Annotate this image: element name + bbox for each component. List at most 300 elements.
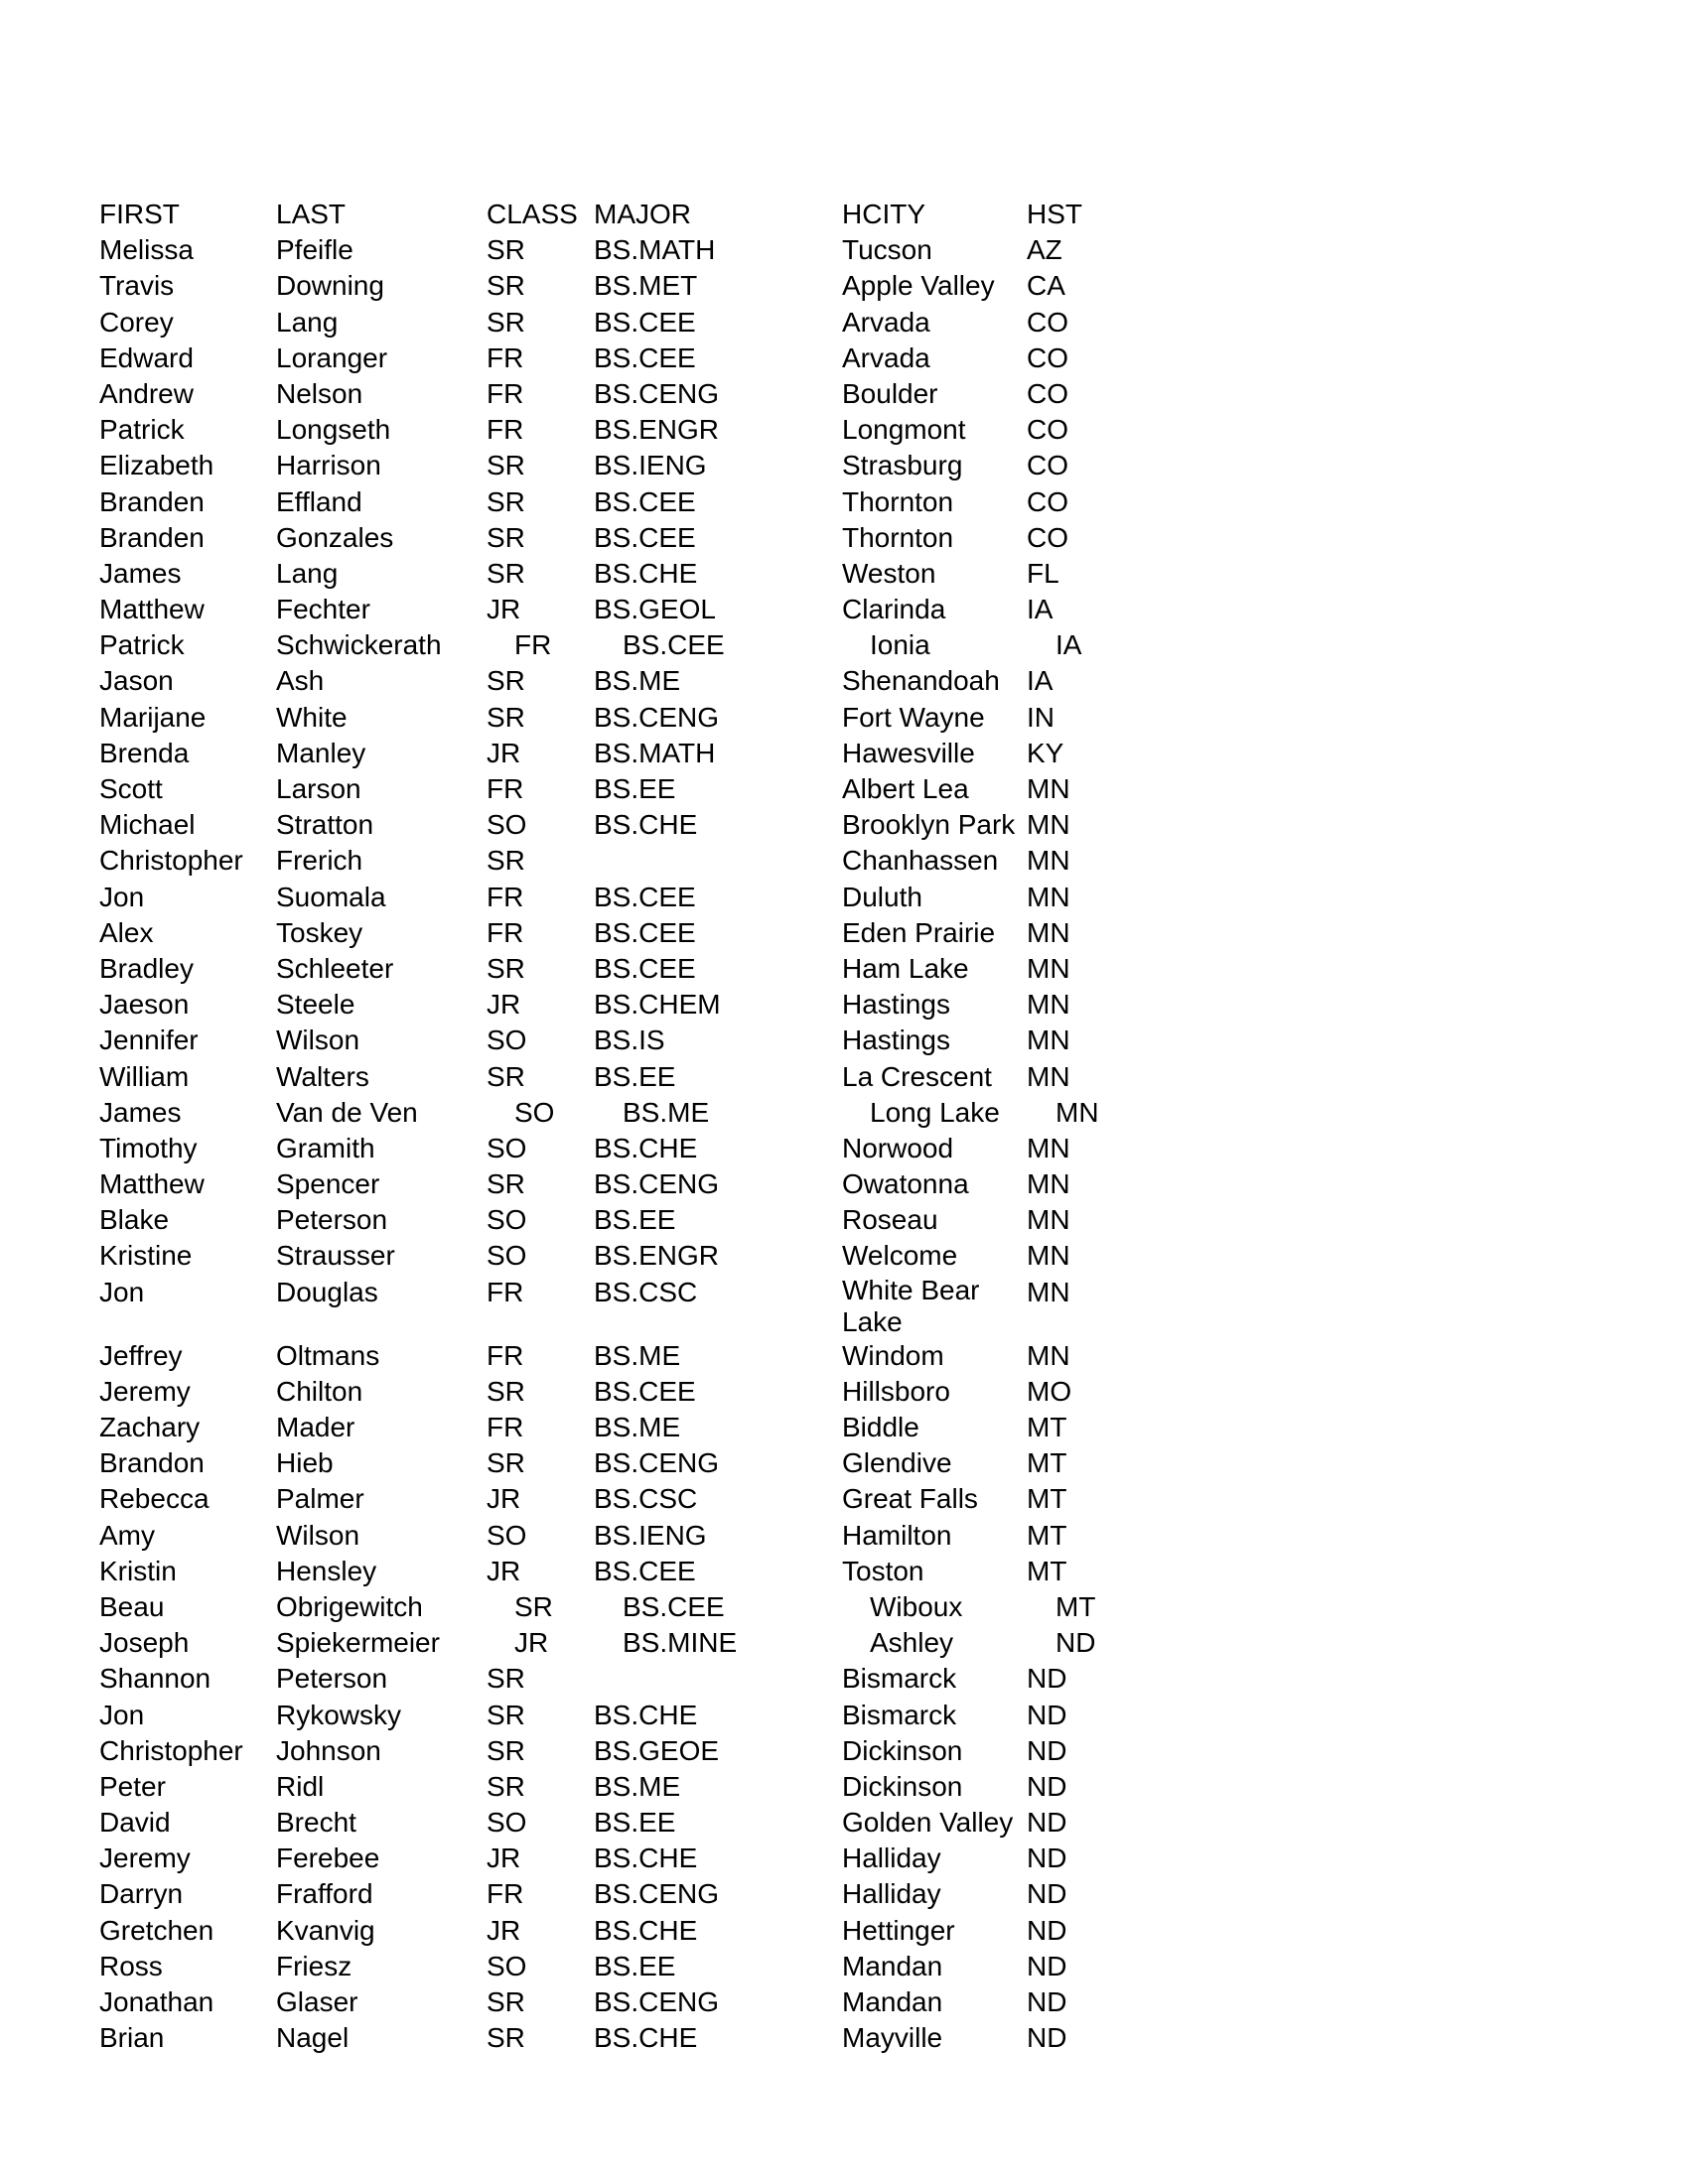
table-row [99,1876,1589,1912]
table-row [99,1166,1589,1202]
cell-last-name: Ridl [276,1770,325,1802]
table-row [99,268,1589,304]
table-row [99,1410,1589,1445]
table-row [99,807,1589,843]
cell-home-state: MN [1027,1204,1070,1236]
cell-first-name: Brandon [99,1447,205,1479]
cell-class: SR [487,270,525,302]
cell-major: BS.GEOL [594,594,716,625]
cell-class: JR [487,1483,521,1515]
cell-home-city: Dickinson [842,1734,963,1766]
table-row [99,1698,1589,1733]
cell-home-city: Wiboux [870,1590,963,1622]
cell-home-city: Hastings [842,1024,950,1056]
table-row [99,627,1589,663]
cell-first-name: Amy [99,1519,155,1551]
cell-major: BS.EE [594,1950,676,1981]
cell-class: SR [487,701,525,733]
cell-home-city: Norwood [842,1132,954,1163]
table-row [99,1841,1589,1876]
cell-last-name: Wilson [276,1024,360,1056]
cell-home-city: Arvada [842,306,930,338]
cell-last-name: Gramith [276,1132,375,1163]
table-row [99,771,1589,807]
cell-first-name: Gretchen [99,1914,214,1946]
cell-home-state: MN [1027,1276,1070,1307]
cell-last-name: Glaser [276,1986,358,2017]
cell-major: BS.CHE [594,809,698,841]
cell-major: BS.CHEM [594,989,721,1021]
cell-last-name: Rykowsky [276,1699,402,1730]
cell-major: BS.CEE [623,1590,725,1622]
cell-first-name: Matthew [99,594,205,625]
table-row [99,341,1589,376]
table-row [99,1949,1589,1984]
cell-last-name: Van de Ven [276,1096,418,1128]
table-row [99,736,1589,771]
table-row [99,1275,1589,1338]
cell-home-state: ND [1027,1734,1067,1766]
cell-class: SR [487,845,525,877]
cell-major: BS.ME [594,1412,681,1442]
table-row [99,592,1589,627]
cell-class: JR [487,989,521,1021]
cell-major: BS.ME [594,1339,681,1371]
cell-last-name: Nelson [276,377,363,409]
cell-last-name: Fechter [276,594,370,625]
cell-class: FR [487,414,524,446]
cell-home-state: CA [1027,270,1065,302]
cell-class: JR [487,594,521,625]
cell-major: BS.CSC [594,1276,698,1307]
cell-home-city: Clarinda [842,594,946,625]
cell-last-name: Johnson [276,1734,381,1766]
cell-last-name: Friesz [276,1950,352,1981]
cell-home-state: MN [1027,809,1070,841]
cell-first-name: David [99,1807,171,1839]
cell-class: SO [487,809,527,841]
table-row [99,1733,1589,1769]
cell-first-name: Timothy [99,1132,198,1163]
cell-major: BS.IENG [594,450,707,481]
header-hst: HST [1027,199,1082,229]
cell-home-city: Long Lake [870,1096,1000,1128]
cell-home-state: CO [1027,414,1068,446]
cell-major: BS.CHE [594,2022,698,2054]
cell-home-state: MN [1027,845,1070,877]
cell-home-state: MO [1027,1375,1072,1407]
cell-home-city: Dickinson [842,1770,963,1802]
cell-class: SR [487,1734,525,1766]
cell-major: BS.ME [594,665,681,697]
cell-major: BS.CHE [594,1914,698,1946]
cell-class: SR [487,521,525,553]
cell-last-name: Toskey [276,916,363,948]
cell-home-state: CO [1027,377,1068,409]
cell-home-state: MN [1027,1060,1070,1092]
cell-last-name: Hensley [276,1555,377,1586]
cell-last-name: Wilson [276,1519,360,1551]
cell-major: BS.CEE [594,916,696,948]
table-row [99,915,1589,951]
table-row [99,987,1589,1023]
cell-major: BS.ME [623,1096,710,1128]
table-row [99,1661,1589,1697]
cell-class: SO [487,1024,527,1056]
cell-class: SR [487,306,525,338]
table-row [99,556,1589,592]
cell-last-name: White [276,701,348,733]
cell-home-state: ND [1027,1986,1067,2017]
header-major: MAJOR [594,199,691,229]
cell-last-name: Steele [276,989,355,1021]
header-last: LAST [276,199,347,229]
cell-major: BS.MATH [594,234,716,266]
cell-last-name: Nagel [276,2022,350,2054]
cell-class: SR [487,450,525,481]
cell-first-name: Alex [99,916,154,948]
table-row [99,1374,1589,1410]
cell-home-city: Welcome [842,1240,958,1272]
cell-major: BS.CEE [594,341,696,373]
cell-home-city: Ashley [870,1627,954,1659]
cell-first-name: Bradley [99,952,194,984]
cell-last-name: Douglas [276,1276,378,1307]
cell-home-state: ND [1027,1663,1067,1695]
cell-first-name: Corey [99,306,174,338]
cell-first-name: Patrick [99,414,185,446]
cell-major: BS.CHE [594,1132,698,1163]
header-first: FIRST [99,199,180,229]
cell-major: BS.EE [594,773,676,804]
cell-home-state: ND [1027,1807,1067,1839]
cell-home-city: Glendive [842,1447,952,1479]
cell-last-name: Palmer [276,1483,364,1515]
cell-class: SR [487,234,525,266]
cell-first-name: Jaeson [99,989,190,1021]
cell-first-name: Matthew [99,1168,205,1200]
cell-class: SO [514,1096,555,1128]
cell-first-name: Joseph [99,1627,190,1659]
cell-major: BS.CHE [594,1699,698,1730]
cell-last-name: Schwickerath [276,629,442,661]
cell-class: SO [487,1204,527,1236]
table-row [99,1023,1589,1058]
cell-home-city: White Bear Lake [842,1274,980,1337]
cell-home-city: Tucson [842,234,932,266]
table-row [99,700,1589,736]
cell-first-name: Marijane [99,701,207,733]
cell-home-state: IA [1027,665,1054,697]
cell-home-city: Weston [842,557,936,589]
cell-class: SR [514,1590,553,1622]
table-row [99,412,1589,448]
cell-home-state: IA [1055,629,1082,661]
cell-last-name: Schleeter [276,952,394,984]
cell-first-name: James [99,1096,182,1128]
cell-last-name: Brecht [276,1807,356,1839]
cell-home-state: ND [1027,1878,1067,1910]
cell-major: BS.CEE [594,306,696,338]
cell-home-city: Thornton [842,485,954,517]
cell-last-name: Frafford [276,1878,373,1910]
cell-home-state: MT [1027,1447,1067,1479]
cell-first-name: Branden [99,521,205,553]
cell-class: SR [487,952,525,984]
cell-home-state: ND [1027,1699,1067,1730]
cell-major: BS.ENGR [594,414,720,446]
header-row [99,197,1589,232]
cell-major: BS.EE [594,1204,676,1236]
header-hcity: HCITY [842,199,925,229]
cell-class: SO [487,1807,527,1839]
cell-major: BS.IS [594,1024,665,1056]
cell-first-name: Christopher [99,845,243,877]
cell-major: BS.CEE [594,881,696,912]
cell-home-state: ND [1027,2022,1067,2054]
cell-class: SR [487,665,525,697]
cell-major: BS.CENG [594,1878,720,1910]
cell-class: SR [487,557,525,589]
cell-last-name: Frerich [276,845,363,877]
table-row [99,1554,1589,1589]
cell-class: FR [487,1339,524,1371]
table-row [99,1769,1589,1805]
cell-home-state: MT [1027,1519,1067,1551]
table-row [99,2020,1589,2056]
table-row [99,484,1589,520]
cell-last-name: Harrison [276,450,381,481]
cell-major: BS.EE [594,1060,676,1092]
table-row [99,1059,1589,1095]
table-row [99,951,1589,987]
cell-major: BS.CEE [623,629,725,661]
cell-home-city: Bismarck [842,1699,957,1730]
cell-major: BS.CSC [594,1483,698,1515]
cell-major: BS.MATH [594,737,716,768]
cell-home-state: IA [1027,594,1054,625]
cell-class: SO [487,1519,527,1551]
table-row [99,1625,1589,1661]
cell-major: BS.CEE [594,952,696,984]
cell-home-state: CO [1027,521,1068,553]
cell-last-name: Oltmans [276,1339,380,1371]
cell-home-city: Eden Prairie [842,916,996,948]
cell-home-state: ND [1027,1770,1067,1802]
table-row [99,1984,1589,2020]
cell-first-name: Shannon [99,1663,211,1695]
cell-home-city: Hillsboro [842,1375,950,1407]
cell-home-city: Biddle [842,1412,919,1442]
cell-home-state: MT [1027,1483,1067,1515]
cell-first-name: Christopher [99,1734,243,1766]
cell-major: BS.CENG [594,1168,720,1200]
cell-home-city: Duluth [842,881,922,912]
cell-first-name: Brian [99,2022,165,2054]
cell-first-name: Blake [99,1204,170,1236]
cell-home-city: Ionia [870,629,930,661]
cell-major: BS.IENG [594,1519,707,1551]
cell-last-name: Downing [276,270,384,302]
cell-last-name: Spencer [276,1168,380,1200]
cell-home-city: Ham Lake [842,952,969,984]
cell-last-name: Larson [276,773,361,804]
cell-home-state: ND [1027,1843,1067,1874]
cell-class: SR [487,1447,525,1479]
cell-home-state: MN [1027,1132,1070,1163]
cell-home-state: IN [1027,701,1055,733]
table-row [99,1481,1589,1517]
cell-last-name: Peterson [276,1663,388,1695]
cell-last-name: Chilton [276,1375,363,1407]
cell-class: SR [487,1663,525,1695]
cell-home-city: Thornton [842,521,954,553]
cell-class: SR [487,1699,525,1730]
cell-home-state: MT [1027,1555,1067,1586]
cell-home-state: MN [1027,989,1070,1021]
table-row [99,448,1589,483]
cell-last-name: Lang [276,557,339,589]
cell-class: FR [487,1412,524,1442]
cell-home-state: ND [1027,1914,1067,1946]
cell-major: BS.CEE [594,1375,696,1407]
cell-home-city: Halliday [842,1878,941,1910]
cell-first-name: Branden [99,485,205,517]
cell-major: BS.CENG [594,1986,720,2017]
table-row [99,1445,1589,1481]
cell-home-state: MN [1027,773,1070,804]
cell-first-name: Brenda [99,737,190,768]
cell-class: JR [514,1627,549,1659]
cell-first-name: Jason [99,665,174,697]
cell-first-name: Jeremy [99,1375,191,1407]
cell-home-state: MT [1027,1412,1067,1442]
cell-home-city: Mandan [842,1986,943,2017]
table-row [99,1518,1589,1554]
cell-last-name: Hieb [276,1447,334,1479]
cell-home-city: Strasburg [842,450,963,481]
cell-last-name: Spiekermeier [276,1627,440,1659]
cell-class: SR [487,1986,525,2017]
cell-first-name: Edward [99,341,194,373]
table-row [99,232,1589,268]
cell-home-city: Fort Wayne [842,701,985,733]
cell-first-name: Jon [99,881,145,912]
cell-first-name: Beau [99,1590,165,1622]
cell-major: BS.MINE [623,1627,738,1659]
cell-major: BS.CHE [594,557,698,589]
cell-home-city: Hastings [842,989,950,1021]
cell-first-name: Jeffrey [99,1339,183,1371]
cell-last-name: Gonzales [276,521,394,553]
cell-first-name: Scott [99,773,163,804]
cell-home-state: MN [1027,1024,1070,1056]
cell-major: BS.CEE [594,1555,696,1586]
cell-last-name: Suomala [276,881,386,912]
cell-home-city: Chanhassen [842,845,999,877]
cell-first-name: Ross [99,1950,163,1981]
cell-first-name: Rebecca [99,1483,210,1515]
cell-class: FR [487,881,524,912]
cell-home-state: MN [1027,916,1070,948]
cell-last-name: Peterson [276,1204,388,1236]
cell-major: BS.CEE [594,521,696,553]
cell-home-city: Roseau [842,1204,938,1236]
cell-home-state: MT [1055,1590,1096,1622]
cell-first-name: Patrick [99,629,185,661]
cell-home-city: Boulder [842,377,938,409]
cell-major: BS.CENG [594,377,720,409]
cell-major: BS.CENG [594,701,720,733]
cell-home-state: ND [1055,1627,1096,1659]
cell-last-name: Obrigewitch [276,1590,423,1622]
cell-class: FR [487,1276,524,1307]
student-table [99,197,1589,2056]
cell-home-state: AZ [1027,234,1062,266]
cell-major: BS.MET [594,270,698,302]
cell-home-state: MN [1027,952,1070,984]
cell-home-state: MN [1027,1339,1070,1371]
cell-class: JR [487,1843,521,1874]
table-row [99,1805,1589,1841]
cell-last-name: Mader [276,1412,355,1442]
cell-class: SO [487,1132,527,1163]
cell-class: JR [487,737,521,768]
table-row [99,1338,1589,1374]
cell-first-name: Jon [99,1276,145,1307]
cell-home-city: Halliday [842,1843,941,1874]
cell-home-state: FL [1027,557,1059,589]
cell-first-name: William [99,1060,190,1092]
cell-last-name: Pfeifle [276,234,353,266]
cell-last-name: Effland [276,485,362,517]
cell-class: SO [487,1240,527,1272]
cell-first-name: Darryn [99,1878,184,1910]
table-row [99,1238,1589,1274]
cell-class: SO [487,1950,527,1981]
cell-first-name: Peter [99,1770,166,1802]
cell-last-name: Manley [276,737,366,768]
cell-last-name: Ferebee [276,1843,380,1874]
table-row [99,376,1589,412]
cell-home-state: ND [1027,1950,1067,1981]
cell-major: BS.GEOE [594,1734,720,1766]
cell-class: JR [487,1914,521,1946]
cell-class: SR [487,2022,525,2054]
cell-major: BS.ENGR [594,1240,720,1272]
cell-home-state: CO [1027,450,1068,481]
cell-home-city: Toston [842,1555,924,1586]
cell-home-state: CO [1027,341,1068,373]
cell-home-city: Owatonna [842,1168,969,1200]
cell-home-city: Shenandoah [842,665,1000,697]
table-body [99,232,1589,2056]
cell-home-city: Golden Valley [842,1807,1014,1839]
cell-home-city: Apple Valley [842,270,995,302]
table-row [99,663,1589,699]
cell-home-state: KY [1027,737,1064,768]
cell-home-state: CO [1027,306,1068,338]
cell-major: BS.ME [594,1770,681,1802]
table-row [99,1589,1589,1625]
cell-home-state: MN [1055,1096,1099,1128]
cell-first-name: Jeremy [99,1843,191,1874]
table-row [99,880,1589,915]
cell-first-name: Andrew [99,377,194,409]
cell-home-city: Hamilton [842,1519,952,1551]
cell-class: FR [487,341,524,373]
cell-last-name: Strausser [276,1240,395,1272]
